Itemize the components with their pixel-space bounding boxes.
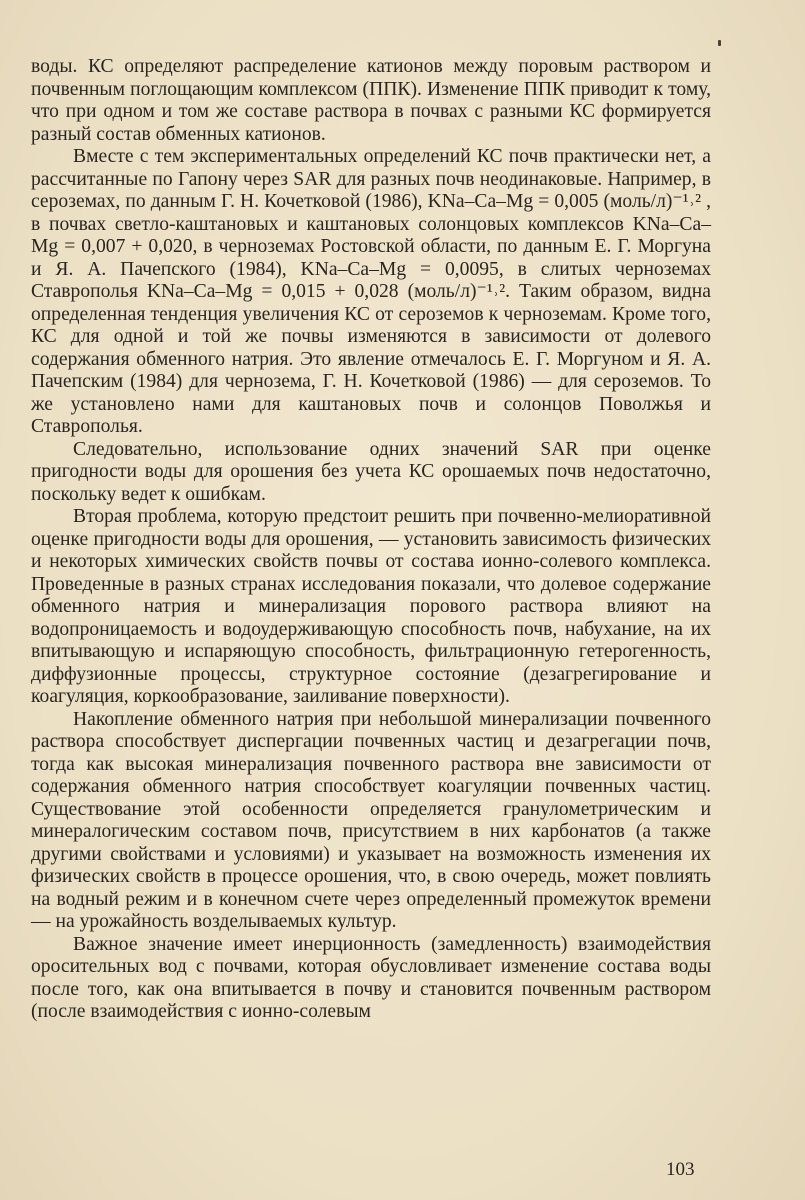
body-text bbox=[31, 56, 711, 1024]
paragraph: Вместе с тем экспериментальных определений КС почв практически нет, а рассчитанные по Гапону через SAR для разных почв неодинаковые. Например, в сероземах, по данным Г. Н. Кочетковой (1986), KNa–Ca–Mg = 0,005 (моль/л)⁻¹˒² , в почвах светло-каштановых и каштановых солонцовых комплексов KNa–Ca–Mg = 0,007 + 0,020, в черноземах Ростовской области, по данным Е. Г. Моргуна и Я. А. Пачепского (1984), KNa–Ca–Mg = 0,0095, в слитых черноземах Ставрополья KNa–Ca–Mg = 0,015 + 0,028 (моль/л)⁻¹˒². Таким образом, видна определенная тенденция увеличения КС от сероземов к черноземам. Кроме того, КС для одной и той же почвы изменяются в зависимости от долевого содержания обменного натрия. Это явление отмечалось Е. Г. Моргуном и Я. А. Пачепским (1984) для чернозема, Г. Н. Кочетковой (1986) — для сероземов. То же установлено нами для каштановых почв и солонцов Поволжья и Ставрополья. bbox=[31, 146, 711, 437]
print-mark bbox=[718, 40, 721, 46]
paragraph: Накопление обменного натрия при небольшой минерализации почвенного раствора способствует диспергации почвенных частиц и дезагрегации почв, тогда как высокая минерализация почвенного раствора вне зависимости от содержания обменного натрия способствует коагуляции почвенных частиц. Существование этой особенности определяется гранулометрическим и минералогическим составом почв, присутствием в них карбонатов (а также другими свойствами и условиями) и указывает на возможность изменения их физических свойств в процессе орошения, что, в свою очередь, может повлиять на водный режим и в конечном счете через определенный промежуток времени — на урожайность возделываемых культур. bbox=[31, 708, 711, 932]
paragraph: Важное значение имеет инерционность (замедленность) взаимодействия оросительных вод с почвами, которая обусловливает изменение состава воды после того, как она впитывается в почву и становится почвенным раствором (после взаимодействия с ионно-солевым bbox=[31, 933, 711, 1022]
page-number: 103 bbox=[666, 1159, 695, 1180]
paragraph: Вторая проблема, которую предстоит решить при почвенно-мелиоративной оценке пригодности воды для орошения, — установить зависимость физических и некоторых химических свойств почвы от состава ионно-солевого комплекса. Проведенные в разных странах исследования показали, что долевое содержание обменного натрия и минерализация порового раствора влияют на водопроницаемость и водоудерживающую способность почв, набухание, на их впитывающую и испаряющую способность, фильтрационную гетерогенность, диффузионные процессы, структурное состояние (дезагрегирование и коагуляция, коркообразование, заиливание поверхности). bbox=[31, 506, 711, 707]
paragraph: воды. КС определяют распределение катионов между поровым раствором и почвенным поглощающим комплексом (ППК). Изменение ППК приводит к тому, что при одном и том же составе раствора в почвах с разными КС формируется разный состав обменных катионов. bbox=[31, 56, 711, 145]
paragraph: Следовательно, использование одних значений SAR при оценке пригодности воды для орошения без учета КС орошаемых почв недостаточно, поскольку ведет к ошибкам. bbox=[31, 438, 711, 505]
